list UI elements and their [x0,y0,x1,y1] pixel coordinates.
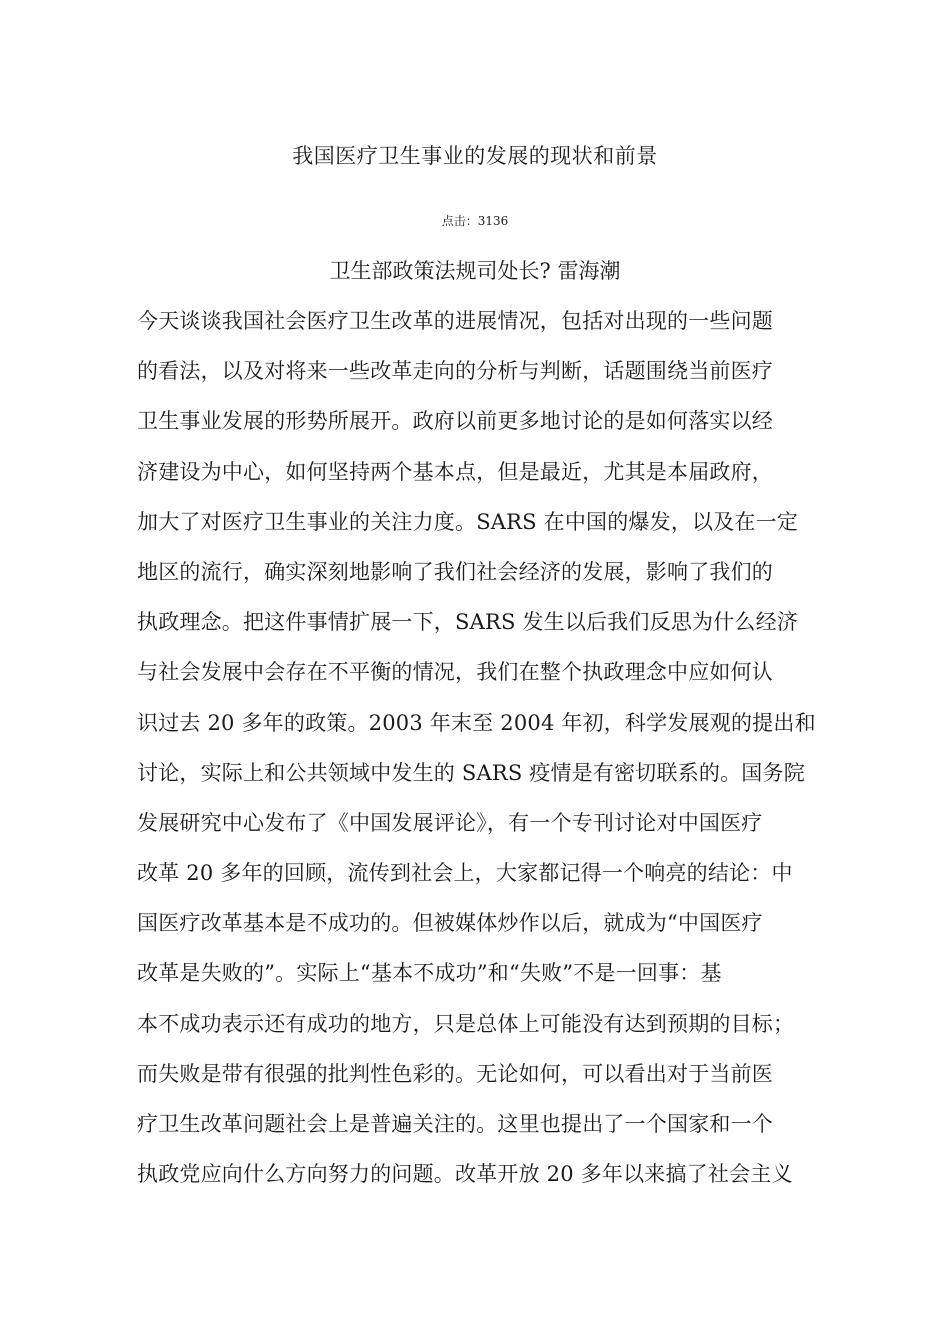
text-line: 执政理念。把这件事情扩展一下，SARS 发生以后我们反思为什么经济 [137,610,799,635]
text-line: 疗卫生改革问题社会上是普遍关注的。这里也提出了一个国家和一个 [137,1112,773,1136]
text-line: 与社会发展中会存在不平衡的情况，我们在整个执政理念中应如何认 [137,660,773,685]
text-line: 加大了对医疗卫生事业的关注力度。SARS 在中国的爆发，以及在一定 [137,509,799,534]
document-title: 我国医疗卫生事业的发展的现状和前景 [292,144,658,168]
text-line: 执政党应向什么方向努力的问题。改革开放 20 多年以来搞了社会主义 [137,1162,793,1187]
text-line: 的看法，以及对将来一些改革走向的分析与判断，话题围绕当前医疗 [137,359,773,384]
author-line: 卫生部政策法规司处长? 雷海潮 [329,259,621,283]
text-line: 发展研究中心发布了《中国发展评论》，有一个专刊讨论对中国医疗 [137,810,763,835]
text-line: 改革 20 多年的回顾，流传到社会上，大家都记得一个响亮的结论：中 [137,861,793,886]
text-line: 本不成功表示还有成功的地方，只是总体上可能没有达到预期的目标； [137,1011,795,1036]
text-line: 地区的流行，确实深刻地影响了我们社会经济的发展，影响了我们的 [137,559,773,584]
text-line: 讨论，实际上和公共领域中发生的 SARS 疫情是有密切联系的。国务院 [137,760,805,785]
text-line: 改革是失败的”。实际上“基本不成功”和“失败”不是一回事：基 [137,961,722,986]
text-line: 而失败是带有很强的批判性色彩的。无论如何，可以看出对于当前医 [137,1061,773,1086]
text-line: 卫生事业发展的形势所展开。政府以前更多地讨论的是如何落实以经 [137,409,773,434]
text-line: 识过去 20 多年的政策。2003 年末至 2004 年初，科学发展观的提出和 [137,710,816,735]
text-line: 今天谈谈我国社会医疗卫生改革的进展情况，包括对出现的一些问题 [137,309,773,333]
body-paragraph [137,296,857,1199]
click-count: 点击：3136 [441,214,509,228]
text-line: 济建设为中心，如何坚持两个基本点，但是最近，尤其是本届政府， [137,459,773,484]
text-line: 国医疗改革基本是不成功的。但被媒体炒作以后，就成为“中国医疗 [137,911,763,936]
